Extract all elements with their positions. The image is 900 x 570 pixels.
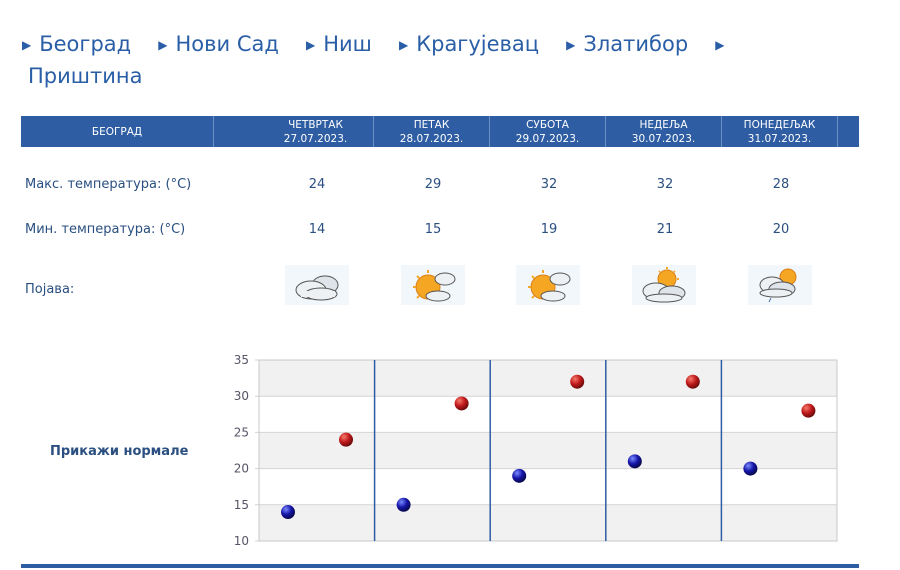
min-temp-value: 21	[656, 222, 674, 237]
chart-bands	[259, 360, 837, 541]
chart-y-axis	[234, 353, 249, 548]
min-temp-value: 20	[772, 222, 790, 237]
chart-point-max	[570, 375, 584, 389]
max-temp-value: 32	[656, 177, 674, 192]
chart-band	[259, 360, 837, 396]
chart-point-max	[801, 404, 815, 418]
max-temp-value: 24	[308, 177, 326, 192]
chart-y-tick-label: 10	[233, 534, 249, 548]
day-date: 31.07.2023.	[747, 133, 812, 145]
bottom-bar	[21, 564, 859, 568]
min-temp-value: 15	[424, 222, 442, 237]
chart-y-tick-label: 20	[233, 461, 249, 476]
chart-y-tick-label: 30	[233, 389, 249, 404]
chart-point-min	[628, 454, 642, 468]
city-link-nis[interactable]	[306, 30, 372, 62]
arrow-right-icon: ▶	[22, 38, 32, 52]
day-header	[258, 116, 374, 147]
day-date: 27.07.2023.	[283, 133, 348, 145]
day-header	[722, 116, 838, 147]
city-link-label: Крагујевац	[416, 32, 540, 56]
max-temp-value: 29	[424, 177, 442, 192]
day-name: ПОНЕДЕЉАК	[743, 119, 816, 131]
partly-sunny-icon	[516, 265, 580, 305]
city-link-label: Београд	[39, 32, 132, 56]
chart-point-max	[455, 396, 469, 410]
chart-point-min	[743, 462, 757, 476]
city-link-pristina-arrow[interactable]	[715, 30, 732, 62]
day-name: СУБОТА	[526, 119, 569, 131]
city-link-kragujevac[interactable]	[399, 30, 539, 62]
chart-point-min	[397, 498, 411, 512]
partly-cloudy-icon	[632, 265, 696, 305]
phenomenon-label: Појава:	[25, 282, 75, 297]
city-link-label: Приштина	[28, 64, 143, 88]
partly-sunny-icon	[401, 265, 465, 305]
chart-y-tick-label: 25	[233, 425, 249, 440]
forecast-header	[21, 116, 859, 147]
arrow-right-icon: ▶	[398, 38, 409, 52]
chart-point-max	[339, 433, 353, 447]
day-date: 29.07.2023.	[515, 133, 580, 145]
arrow-right-icon: ▶	[305, 38, 316, 52]
day-date: 28.07.2023.	[399, 133, 464, 145]
max-temp-label: Макс. температура: (°C)	[25, 177, 192, 192]
arrow-right-icon: ▶	[158, 38, 168, 52]
forecast-city-name: БЕОГРАД	[21, 116, 214, 147]
show-normals-link[interactable]: Прикажи нормале	[50, 444, 189, 459]
chart-point-min	[281, 505, 295, 519]
min-temp-value: 19	[540, 222, 558, 237]
city-link-pristina[interactable]	[28, 62, 820, 91]
city-navigation	[22, 30, 842, 91]
chart-y-tick-label: 35	[233, 353, 249, 367]
max-temp-value: 32	[540, 177, 558, 192]
city-link-zlatibor[interactable]	[566, 30, 688, 62]
city-link-label: Ниш	[323, 32, 372, 56]
day-header	[374, 116, 490, 147]
day-header	[606, 116, 722, 147]
day-name: НЕДЕЉА	[639, 119, 688, 131]
chart-point-min	[512, 469, 526, 483]
chart-band	[259, 505, 837, 541]
day-name: ЧЕТВРТАК	[288, 119, 343, 131]
city-link-belgrade[interactable]	[22, 30, 131, 62]
day-header	[490, 116, 606, 147]
min-temp-label: Мин. температура: (°C)	[25, 222, 186, 237]
max-temp-value: 28	[772, 177, 790, 192]
temperature-chart	[0, 345, 900, 557]
city-link-label: Нови Сад	[175, 32, 279, 56]
chart-y-tick-label: 15	[233, 497, 249, 512]
arrow-right-icon: ▶	[715, 38, 725, 52]
city-link-novi-sad[interactable]	[158, 30, 279, 62]
day-date: 30.07.2023.	[631, 133, 696, 145]
city-link-label: Златибор	[583, 32, 689, 56]
cloudy-rain-icon	[748, 265, 812, 305]
arrow-right-icon: ▶	[566, 38, 576, 52]
min-temp-value: 14	[308, 222, 326, 237]
chart-point-max	[686, 375, 700, 389]
day-name: ПЕТАК	[413, 119, 450, 131]
cloudy-icon	[285, 265, 349, 305]
